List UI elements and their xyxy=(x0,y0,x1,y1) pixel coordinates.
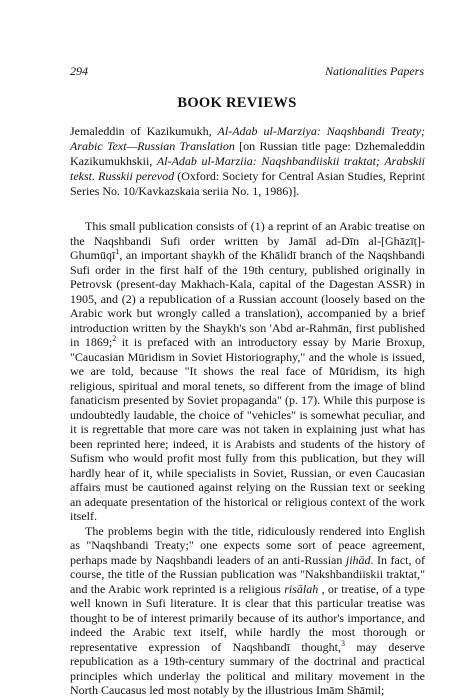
footnote-ref: 1 xyxy=(115,247,120,256)
paragraph-text: . In fact, of course, the title of the Russian publication was "Nakshbandiiskii traktat," and the Arabic work reprinted is a religious xyxy=(70,552,426,596)
book-citation xyxy=(70,124,425,199)
paragraph-text: The problems begin with the title, ridiculously rendered into English as "Naqshbandi Treaty;" one expects some sort of peace agreement, perhaps made by Naqshbandi leaders of an anti-Russian xyxy=(70,523,425,567)
italic-term: jihād xyxy=(345,552,371,567)
paragraph xyxy=(70,524,425,698)
paragraph-text: This small publication consists of (1) a reprint of an Arabic treatise on the Naqshbandi Sufi order written by Jamāl ad-Dīn al-[Ghāzīṭ]-Ghumūqī xyxy=(70,219,425,262)
italic-term: risālah xyxy=(284,581,319,596)
footnote-ref: 3 xyxy=(341,638,345,648)
paragraph xyxy=(70,219,425,524)
citation-publication: (Oxford: Society for Central Asian Studies, Reprint Series No. 10/Kavkazskaia seriia No. 1, 1986)]. xyxy=(70,168,426,198)
journal-title: Nationalities Papers xyxy=(325,64,424,78)
section-title: BOOK REVIEWS xyxy=(177,95,297,111)
citation-russian-prefix: [on Russian title page: Dzhemaleddin Kazikumukhskii, xyxy=(70,138,426,168)
paragraph-text: may deserve republication as a 19th-century summary of the doctrinal and practical principles which underlay the political and military movement in the North Caucasus led most notably by the illustrious Imām Shāmil; xyxy=(70,639,425,697)
citation-author: Jemaleddin of Kazikumukh, xyxy=(70,124,212,138)
paragraph-text: , an important shaykh of the Khālidī branch of the Naqshbandi Sufi order in the first half of the 19th century, published originally in Petrovsk (present-day Makhach-Kala, capital of the Dagestan ASSR) in 1905, and (2) a republication of a Russian account (loosely based on the Arabic work but wrongly called a translation), accompanied by a brief introduction written by the Shaykh's son 'Abd ar-Rahmān, first published in 1869; xyxy=(70,248,425,349)
review-body xyxy=(70,219,425,698)
paragraph-text: it is prefaced with an introductory essay by Marie Broxup, "Caucasian Mūridism in Soviet Historiography," and the whole is issued, we are told, because "It shows the real face of Mūridism, its high religious, spiritual and moral tenets, so different from the image of blind fanaticism presented by Soviet propaganda" (p. 17). While this purpose is undoubtedly laudable, the choice of "vehicles" is somewhat peculiar, and it is regrettable that more care was not taken in explaining just what has been reprinted here; indeed, it is Arabists and students of the history of Sufism who would profit most fully from this publication, but they will hardly hear of it, while specialists in Soviet, Russian, or even Caucasian affairs must be cautioned against relying on the Russian text or seeking an adequate presentation of the historical or religious context of the work itself. xyxy=(70,335,426,523)
page-number: 294 xyxy=(70,64,88,78)
paragraph-text: , or treatise, of a type well known in Sufi literature. It is clear that this particular treatise was thought to be of interest primarily because of its author's importance, and indeed the Arabic text itself, while hardly the most thorough or representative expression of Naqshbandī thought, xyxy=(70,581,426,654)
citation-russian-title: Al-Adab ul-Marziia: Naqshbandiiskii traktat; Arabskii tekst. Russkii perevod xyxy=(70,153,425,183)
footnote-ref: 2 xyxy=(112,334,117,343)
running-head xyxy=(70,64,424,79)
citation-title: Al-Adab ul-Marziya: Naqshbandi Treaty; Arabic Text—Russian Translation xyxy=(70,124,425,153)
